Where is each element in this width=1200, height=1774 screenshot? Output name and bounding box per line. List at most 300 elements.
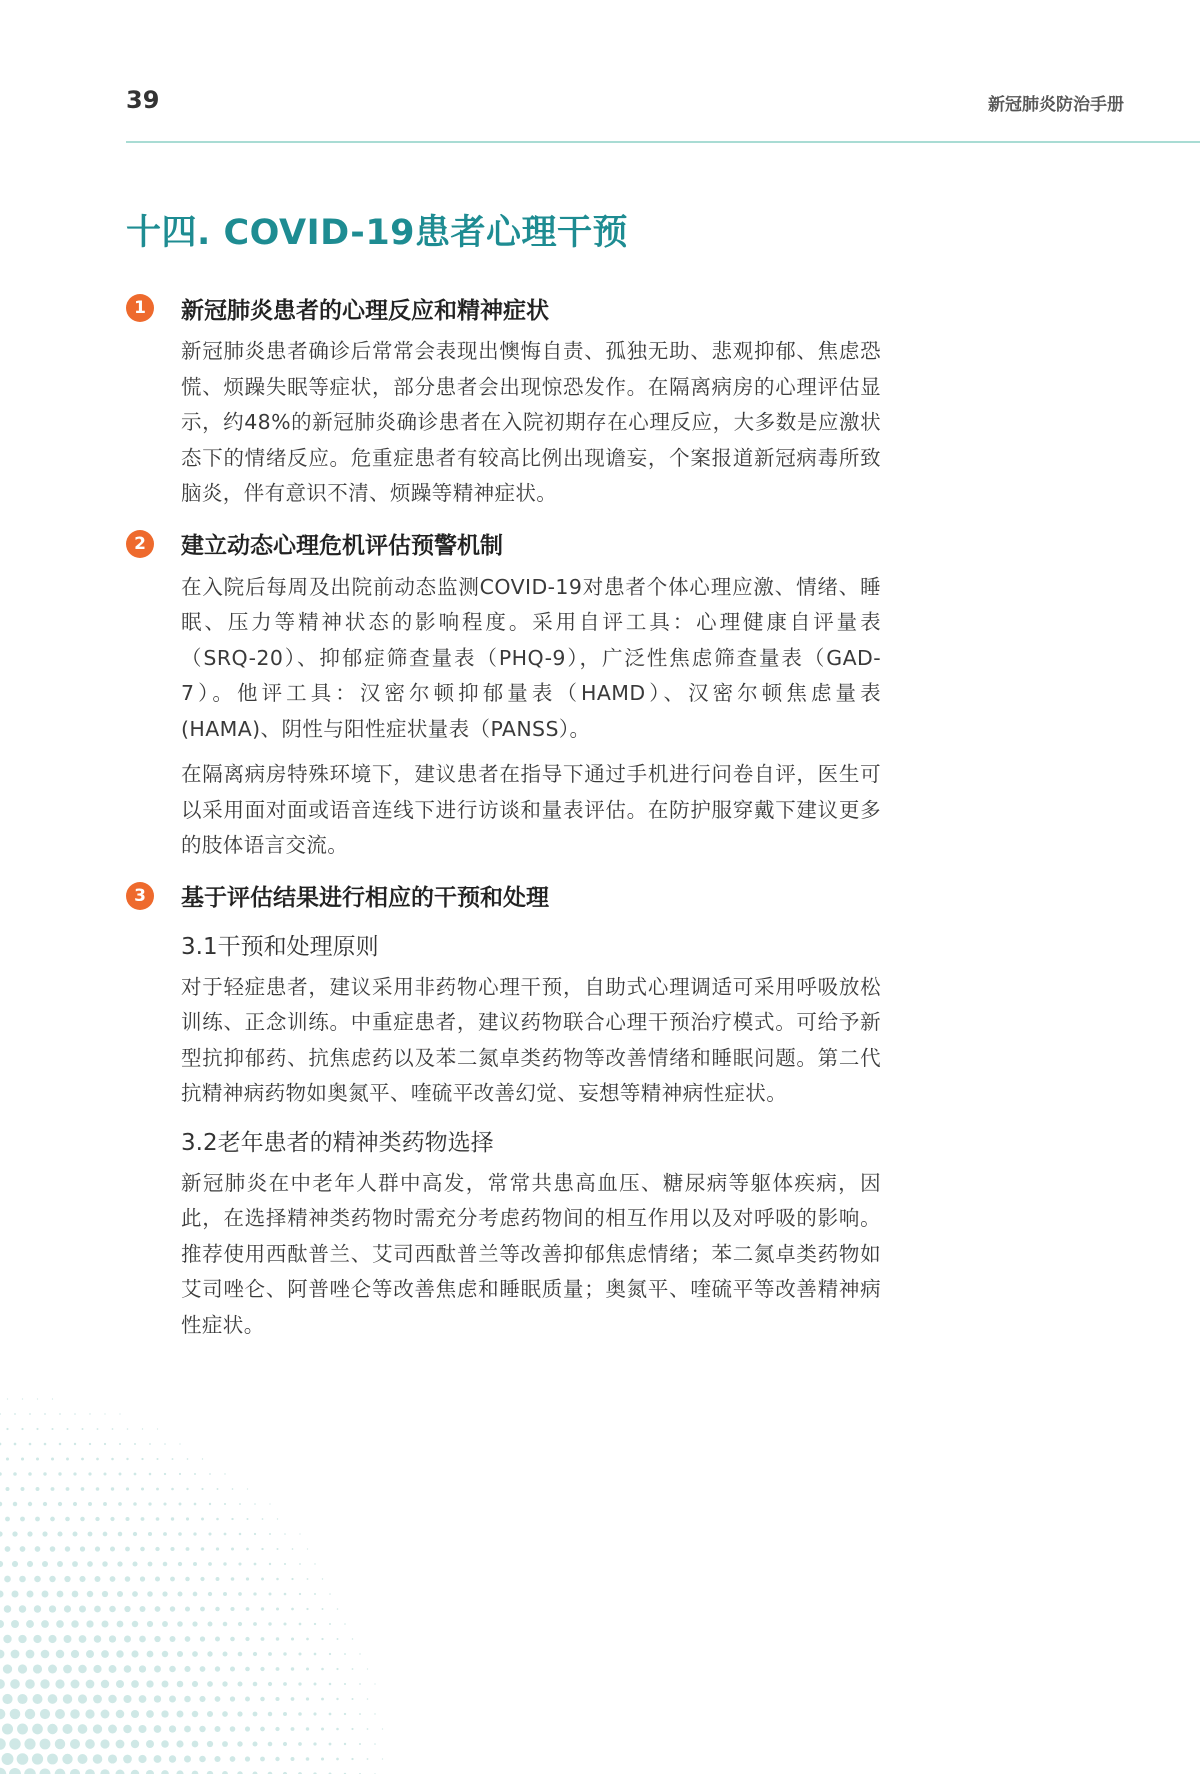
pattern-dot [298,1652,301,1655]
pattern-dot [110,1576,116,1582]
pattern-dot [314,1653,317,1656]
pattern-dot [32,1724,43,1735]
section-2-title: 建立动态心理危机评估预警机制 [181,533,503,559]
pattern-dot [163,1532,167,1536]
pattern-dot [194,1503,197,1506]
pattern-dot [208,1592,212,1596]
pattern-dot [154,1636,160,1642]
pattern-dot [245,1667,250,1672]
pattern-dot [33,1664,42,1673]
number-badge-3: 3 [126,882,154,910]
pattern-dot [283,1712,287,1716]
pattern-dot [291,1697,295,1701]
pattern-dot [239,1533,242,1536]
pattern-dot [209,1503,211,1505]
pattern-dot [193,1592,198,1597]
pattern-dot [306,1757,310,1761]
pattern-dot [162,1681,169,1688]
pattern-dot [142,1428,143,1429]
pattern-dot [71,1680,80,1689]
pattern-dot [192,1681,198,1687]
pattern-dot [25,1679,35,1689]
pattern-dot [43,1472,46,1475]
pattern-dot [78,1665,87,1674]
pattern-dot [367,1728,369,1730]
pattern-dot [47,1724,57,1734]
pattern-dot [111,1487,114,1490]
pattern-dot [85,1739,95,1749]
pattern-dot [36,1457,39,1460]
pattern-dot [382,1728,383,1729]
pattern-dot [108,1695,116,1703]
pattern-dot [81,1458,84,1461]
pattern-dot [199,1726,205,1732]
pattern-dot [17,1694,27,1704]
pattern-dot [161,1740,169,1748]
pattern-dot [260,1757,265,1762]
pattern-dot [119,1413,120,1414]
pattern-dot [140,1547,145,1552]
section-3 [126,876,886,1344]
pattern-dot [88,1502,92,1506]
pattern-dot [253,1742,258,1747]
pattern-dot [306,1727,309,1730]
pattern-dot [238,1652,243,1657]
pattern-dot [62,1754,72,1764]
pattern-dot [254,1503,256,1505]
pattern-dot [131,1650,138,1657]
pattern-dot [119,1443,121,1445]
pattern-dot [85,1769,95,1774]
pattern-dot [81,1487,85,1491]
pattern-dot [344,1653,346,1655]
section-3-heading [126,876,886,916]
pattern-dot [55,1679,64,1688]
pattern-dot [351,1728,353,1730]
pattern-dot [178,1532,182,1536]
pattern-dot [232,1488,234,1490]
pattern-dot [141,1487,144,1490]
pattern-dot [269,1593,272,1596]
pattern-dot [321,1668,324,1671]
pattern-dot [4,1605,12,1613]
pattern-dot [200,1666,206,1672]
pattern-dot [42,1591,49,1598]
pattern-dot [148,1532,152,1536]
pattern-dot [276,1578,279,1581]
pattern-dot [94,1606,101,1613]
pattern-dot [336,1698,338,1700]
pattern-dot [70,1709,80,1719]
pattern-dot [185,1577,190,1582]
pattern-dot [162,1651,168,1657]
pattern-dot [108,1725,117,1734]
pattern-dot [336,1668,338,1670]
pattern-dot [6,1457,9,1460]
pattern-dot [329,1653,331,1655]
pattern-dot [337,1638,339,1640]
pattern-dot [184,1756,191,1763]
pattern-dot [116,1680,124,1688]
pattern-dot [29,1413,31,1415]
pattern-dot [299,1623,302,1626]
pattern-dot [253,1592,256,1595]
pattern-dot [268,1622,271,1625]
pattern-dot [80,1517,85,1522]
pattern-dot [329,1743,332,1746]
pattern-dot [382,1758,383,1759]
pattern-dot [291,1637,294,1640]
pattern-dot [59,1443,62,1446]
pattern-dot [41,1620,49,1628]
pattern-dot [199,1696,205,1702]
pattern-dot [57,1561,63,1567]
pattern-dot [269,1533,271,1535]
section-2 [126,524,886,864]
pattern-dot [351,1758,353,1760]
pattern-dot [103,1472,106,1475]
pattern-dot [55,1769,66,1774]
pattern-dot [55,1739,65,1749]
pattern-dot [109,1606,116,1613]
pattern-dot [169,1666,176,1673]
pattern-dot [66,1487,70,1491]
pattern-dot [58,1472,61,1475]
pattern-dot [217,1488,219,1490]
pattern-dot [269,1563,271,1565]
pattern-dot [109,1665,117,1673]
pattern-dot [95,1546,100,1551]
pattern-dot [40,1679,49,1688]
pattern-dot [169,1696,176,1703]
pattern-dot [28,1502,32,1506]
pattern-dot [171,1517,174,1520]
pattern-dot [247,1488,248,1489]
pattern-dot [116,1740,125,1749]
subsection-3-1-paragraph: 对于轻症患者，建议采用非药物心理干预，自助式心理调适可采用呼吸放松训练、正念训练。中重症患者，建议药物联合心理干预治疗模式。可给予新型抗抑郁药、抗焦虑药以及苯二氮卓类药物等改善情绪和睡眠问题。第二代抗精神病药物如奥氮平、喹硫平改善幻觉、妄想等精神病性症状。 [181,974,881,1105]
pattern-dot [172,1458,174,1460]
pattern-dot [118,1502,122,1506]
pattern-dot [74,1413,76,1415]
pattern-dot [71,1620,78,1627]
pattern-dot [214,1756,220,1762]
pattern-dot [237,1711,242,1716]
pattern-dot [224,1503,226,1505]
pattern-dot [329,1623,331,1625]
pattern-dot [344,1713,346,1715]
pattern-dot [110,1517,114,1521]
pattern-dot [56,1650,64,1658]
pattern-dot [321,1728,324,1731]
decorative-dot-pattern [0,1354,430,1774]
pattern-dot [176,1770,183,1774]
pattern-dot [367,1758,369,1760]
pattern-dot [48,1635,56,1643]
pattern-dot [299,1533,300,1534]
pattern-dot [261,1637,265,1641]
pattern-dot [192,1711,199,1718]
pattern-dot [298,1742,302,1746]
pattern-dot [94,1635,102,1643]
pattern-dot [7,1398,8,1399]
pattern-dot [123,1755,132,1764]
pattern-dot [51,1458,54,1461]
pattern-dot [0,1531,3,1536]
pattern-dot [11,1620,19,1628]
pattern-dot [124,1636,131,1643]
pattern-dot [139,1606,145,1612]
pattern-dot [108,1754,117,1763]
pattern-dot [78,1694,87,1703]
pattern-dot [208,1532,211,1535]
pattern-dot [246,1518,248,1520]
pattern-dot [0,1709,5,1720]
pattern-dot [200,1636,205,1641]
pattern-dot [123,1695,131,1703]
pattern-dot [132,1561,137,1566]
pattern-dot [230,1666,235,1671]
pattern-dot [3,1664,12,1673]
section-1-heading [126,288,886,328]
pattern-dot [35,1517,40,1522]
pattern-dot [299,1593,301,1595]
pattern-dot [21,1487,25,1491]
pattern-dot [222,1741,228,1747]
pattern-dot [63,1665,72,1674]
pattern-dot [268,1682,272,1686]
pattern-dot [141,1517,145,1521]
pattern-dot [88,1532,93,1537]
pattern-dot [126,1458,128,1460]
pattern-dot [185,1636,191,1642]
pattern-dot [261,1578,264,1581]
pattern-dot [268,1652,272,1656]
pattern-dot [314,1683,317,1686]
pattern-dot [0,1413,1,1415]
pattern-dot [322,1608,324,1610]
pattern-dot [207,1681,213,1687]
pattern-dot [12,1561,18,1567]
pattern-dot [139,1636,146,1643]
pattern-dot [149,1473,152,1476]
pattern-dot [19,1605,26,1612]
pattern-dot [96,1487,100,1491]
pattern-dot [170,1606,175,1611]
pattern-dot [246,1548,249,1551]
pattern-dot [298,1712,302,1716]
pattern-dot [0,1472,2,1476]
pattern-dot [306,1697,309,1700]
pattern-dot [147,1651,154,1658]
pattern-dot [161,1710,168,1717]
pattern-dot [51,1487,55,1491]
pattern-dot [237,1741,242,1746]
pattern-dot [97,1428,99,1430]
pattern-dot [35,1546,41,1552]
pattern-dot [275,1757,279,1761]
pattern-dot [193,1532,196,1535]
pattern-dot [359,1713,361,1715]
pattern-dot [223,1592,227,1596]
pattern-dot [93,1665,101,1673]
pattern-dot [253,1652,257,1656]
pattern-dot [352,1698,354,1700]
pattern-dot [141,1458,143,1460]
pattern-dot [207,1651,212,1656]
pattern-dot [230,1696,235,1701]
pattern-dot [322,1578,323,1579]
pattern-dot [17,1753,29,1765]
pattern-dot [208,1622,213,1627]
pattern-dot [42,1561,48,1567]
pattern-dot [0,1502,2,1506]
pattern-dot [56,1620,64,1628]
pattern-dot [134,1473,137,1476]
pattern-dot [291,1578,293,1580]
number-badge-1: 1 [126,294,154,322]
pattern-dot [117,1621,124,1628]
pattern-dot [96,1458,99,1461]
pattern-dot [2,1753,14,1765]
pattern-dot [22,1398,23,1399]
pattern-dot [116,1710,125,1719]
main-content [126,288,886,1343]
pattern-dot [43,1502,47,1506]
pattern-dot [131,1710,139,1718]
pattern-dot [291,1757,295,1761]
section-2-paragraph-1: 在入院后每周及出院前动态监测COVID-19对患者个体心理应激、情绪、睡眠、压力等精神状态的影响程度。采用自评工具：心理健康自评量表（SRQ-20）、抑郁症筛查量表（PHQ-9），广泛性焦虑筛查量表（GAD-7）。他评工具：汉密尔顿抑郁量表（HAMD）、汉密尔顿焦虑量表(HAMA)、阴性与阳性症状量表（PANSS）。 [181,574,881,741]
pattern-dot [185,1606,190,1611]
pattern-dot [147,1621,153,1627]
pattern-dot [57,1591,64,1598]
pattern-dot [0,1443,1,1446]
pattern-dot [48,1694,58,1704]
pattern-dot [277,1548,279,1550]
pattern-dot [239,1503,241,1505]
pattern-dot [178,1592,183,1597]
pattern-dot [33,1635,41,1643]
pattern-dot [367,1698,369,1700]
pattern-dot [154,1695,161,1702]
pattern-dot [215,1637,220,1642]
pattern-dot [238,1592,242,1596]
pattern-dot [147,1591,153,1597]
pattern-dot [238,1622,242,1626]
pattern-dot [216,1577,220,1581]
pattern-dot [88,1472,91,1475]
pattern-dot [245,1726,250,1731]
pattern-dot [14,1443,17,1446]
pattern-dot [261,1548,263,1550]
pattern-dot [6,1428,8,1430]
pattern-dot [246,1577,249,1580]
pattern-dot [18,1664,27,1673]
pattern-dot [374,1713,375,1714]
pattern-dot [131,1680,139,1688]
pattern-dot [307,1578,309,1580]
pattern-dot [253,1682,258,1687]
pattern-dot [138,1755,146,1763]
pattern-dot [164,1473,166,1475]
pattern-dot [49,1576,55,1582]
pattern-dot [156,1517,160,1521]
pattern-dot [276,1637,279,1640]
pattern-dot [65,1517,70,1522]
pattern-dot [177,1711,184,1718]
pattern-dot [11,1590,18,1597]
pattern-dot [139,1665,146,1672]
pattern-dot [245,1756,250,1761]
pattern-dot [79,1635,87,1643]
pattern-dot [336,1728,339,1731]
pattern-dot [132,1591,138,1597]
pattern-dot [10,1709,21,1720]
pattern-dot [26,1650,35,1659]
pattern-dot [123,1725,132,1734]
pattern-dot [222,1681,227,1686]
pattern-dot [148,1502,151,1505]
pattern-dot [162,1591,167,1596]
pattern-dot [125,1547,130,1552]
pattern-dot [50,1546,56,1552]
pattern-dot [268,1712,272,1716]
pattern-dot [209,1473,211,1475]
pattern-dot [66,1458,69,1461]
pattern-dot [112,1428,114,1430]
pattern-dot [131,1740,139,1748]
pattern-dot [184,1696,191,1703]
pattern-dot [58,1502,62,1506]
pattern-dot [124,1606,130,1612]
pattern-dot [110,1547,115,1552]
running-header: 新冠肺炎防治手册 [988,95,1124,115]
pattern-dot [155,1576,160,1581]
pattern-dot [20,1546,26,1552]
pattern-dot [201,1547,205,1551]
pattern-dot [162,1621,168,1627]
pattern-dot [104,1413,105,1414]
pattern-dot [63,1694,72,1703]
pattern-dot [216,1518,219,1521]
pattern-dot [260,1697,265,1702]
pattern-dot [0,1679,5,1689]
pattern-dot [101,1710,110,1719]
pattern-dot [79,1606,86,1613]
pattern-dot [336,1758,339,1761]
pattern-dot [78,1754,88,1764]
pattern-dot [171,1488,174,1491]
pattern-dot [367,1668,368,1669]
pattern-dot [86,1620,93,1627]
pattern-dot [26,1590,33,1597]
pattern-dot [10,1679,20,1689]
pattern-dot [268,1742,273,1747]
pattern-dot [14,1413,16,1415]
pattern-dot [59,1413,61,1415]
pattern-dot [57,1531,62,1536]
pattern-dot [269,1503,270,1504]
pattern-dot [2,1723,13,1734]
pattern-dot [164,1443,166,1445]
pattern-dot [36,1487,40,1491]
pattern-dot [116,1770,125,1774]
pattern-dot [52,1398,53,1399]
pattern-dot [231,1518,233,1520]
pattern-dot [156,1488,159,1491]
pattern-dot [33,1694,43,1704]
pattern-dot [5,1546,11,1552]
pattern-dot [13,1502,17,1506]
